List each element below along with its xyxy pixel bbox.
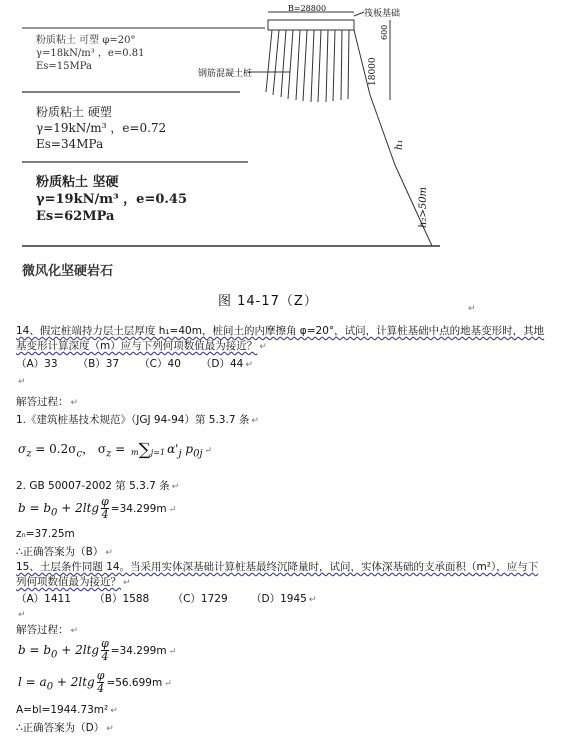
q14-step2: 2. GB 50007-2002 第 5.3.7 条 [16, 480, 170, 492]
f1-sum-top: m [131, 447, 139, 457]
layer2-desc [36, 104, 166, 152]
layer3-es: Es=62MPa [36, 209, 115, 224]
soil-profile-figure [0, 0, 574, 312]
fb-fraction [101, 638, 109, 663]
f1-alpha: α' [167, 442, 179, 456]
q15-options [16, 591, 316, 606]
q14-option-c: （C）40 [139, 358, 181, 370]
q14-line2: 基变形计算深度（m）应与下列何项数值最为接近？ [16, 340, 258, 352]
q14-options [16, 356, 253, 371]
q15-option-d: （D）1945 [251, 593, 307, 605]
q14-solution-label: 解答过程： [16, 396, 69, 408]
f1-sub2: c [76, 448, 83, 460]
q14-option-b: （B）37 [77, 358, 120, 370]
q14-zn-row [16, 528, 75, 540]
cap-label: 筏板基础 [364, 9, 401, 19]
figure-caption: 图 14-17（Z） [218, 294, 318, 309]
q14-line1: 14、假定桩端持力层土层厚度 h₁=40m，桩间土的内摩擦角 φ=20°，试问，计算桩基础中点的地基变形时，其地 [16, 325, 545, 337]
f1-alpha-sub: j [178, 448, 182, 460]
fl-den: 4 [97, 682, 105, 695]
layer1-desc [36, 34, 145, 73]
fl-prefix: l = a [18, 675, 47, 689]
f1-sum-bot: j=1 [150, 447, 166, 457]
f1-sub3: z [106, 448, 112, 460]
f2-mid: + 2ltg [57, 501, 100, 515]
fl-fraction [97, 670, 105, 695]
return-mark: ↵ [308, 595, 317, 605]
q15-area-row [16, 704, 118, 716]
f1-sum [131, 439, 166, 460]
fb-den: 4 [101, 650, 109, 663]
q15-solution-label-row [16, 622, 78, 637]
q15-question [16, 560, 568, 591]
blank-line [16, 608, 26, 620]
return-mark: ↵ [106, 724, 114, 734]
dim-h2: h₂>50m [418, 186, 429, 228]
q14-formula2 [18, 496, 176, 521]
fb-prefix: b = b [18, 643, 52, 657]
q14-zn: zₙ=37.25m [16, 528, 75, 540]
layer3-desc [36, 174, 187, 225]
f1-sub1: z [26, 448, 32, 460]
fb-num: φ [101, 637, 109, 650]
layer3-gamma: γ=19kN/m³ ，e=0.45 [36, 192, 188, 207]
return-mark: ↵ [18, 610, 26, 620]
return-mark: ↵ [259, 342, 267, 352]
q15-solution-label: 解答过程： [16, 624, 69, 636]
layer2-es: Es=34MPa [36, 137, 104, 151]
sum-sign: ∑ [138, 439, 151, 460]
return-mark: ↵ [204, 446, 213, 456]
f1-mid: = 0.2σ [31, 442, 77, 456]
return-mark: ↵ [171, 482, 180, 492]
q15-formula-l [18, 670, 172, 695]
q15-answer-row [16, 720, 114, 735]
f2-num: φ [101, 495, 109, 508]
return-mark: ↵ [251, 416, 259, 426]
dim-600: 600 [380, 24, 389, 40]
cap-label-leader [354, 12, 364, 16]
width-label: B=28800 [288, 4, 327, 13]
q15-line2-row [16, 575, 568, 591]
q14-answer: ∴正确答案为（B） [16, 546, 104, 558]
f2-prefix: b = b [18, 501, 52, 515]
q14-solution-label-row [16, 394, 78, 409]
fl-mid: + 2ltg [53, 675, 95, 689]
f1-sigma: σ [18, 442, 27, 456]
q15-formula-b [18, 638, 176, 663]
blank-line [16, 375, 26, 387]
dim-h1: h₁ [394, 139, 405, 150]
q14-step1-row [16, 412, 259, 427]
return-mark: ↵ [105, 548, 113, 558]
return-mark: ↵ [70, 626, 79, 636]
q15-answer: ∴正确答案为（D） [16, 722, 105, 734]
f2-fraction [101, 496, 109, 521]
q15-option-c: （C）1729 [172, 593, 228, 605]
q14-formula1 [18, 440, 212, 459]
dim-18000: 18000 [368, 57, 378, 86]
bedrock-label: 微风化坚硬岩石 [22, 264, 114, 279]
q15-option-b: （B）1588 [94, 593, 150, 605]
f1-p: p [181, 442, 194, 456]
f1-p-sub: 0j [193, 448, 203, 460]
return-mark: ↵ [245, 360, 253, 370]
f1-right: ， σ [82, 442, 107, 456]
q14-step1: 1.《建筑桩基技术规范》（JGJ 94-94）第 5.3.7 条 [16, 414, 250, 426]
return-mark: ↵ [164, 679, 172, 689]
q14-option-d: （D）44 [200, 358, 244, 370]
layer1-es: Es=15MPa [36, 61, 93, 72]
fb-result: =34.299m [110, 645, 167, 657]
return-mark: ↵ [70, 398, 79, 408]
fl-sub: 0 [46, 681, 54, 693]
f2-sub: 0 [51, 507, 58, 519]
return-mark: ↵ [110, 706, 118, 716]
piles [266, 30, 349, 102]
fl-num: φ [96, 669, 105, 682]
q15-option-a: （A）1411 [16, 593, 71, 605]
f1-eq: = [111, 442, 130, 456]
return-mark: ↵ [168, 505, 177, 515]
fl-result: =56.699m [106, 677, 163, 689]
return-mark: ↵ [468, 304, 476, 314]
layer1-gamma: γ=18kN/m³ ，e=0.81 [36, 48, 145, 59]
return-mark: ↵ [18, 377, 26, 387]
layer3-name: 粉质粘土 坚硬 [36, 175, 119, 190]
raft-cap [268, 20, 354, 30]
q14-option-a: （A）33 [16, 358, 58, 370]
f2-result: =34.299m [110, 503, 167, 515]
return-mark: ↵ [123, 578, 131, 588]
q14-question [16, 324, 568, 355]
layer2-name: 粉质粘土 硬塑 [36, 105, 112, 119]
pile-label: 钢筋混凝土桩 [198, 69, 253, 79]
return-mark: ↵ [168, 647, 177, 657]
fb-mid: + 2ltg [57, 643, 100, 657]
q14-answer-row [16, 544, 113, 559]
q15-line2: 列何项数值最为接近？ [16, 576, 121, 588]
q15-line1: 15、土层条件同题 14。当采用实体深基础计算桩基最终沉降量时，试问，实体深基础的支承面积（m²），应与下 [16, 561, 539, 573]
layer1-name: 粉质粘土 可塑 φ=20° [36, 35, 136, 46]
q14-line2-row [16, 339, 568, 355]
q14-step2-row [16, 478, 179, 493]
f2-den: 4 [101, 508, 109, 521]
layer2-gamma: γ=19kN/m³ ，e=0.72 [36, 121, 167, 135]
q15-area: A=bl=1944.73m² [16, 704, 109, 716]
fb-sub: 0 [51, 649, 58, 661]
